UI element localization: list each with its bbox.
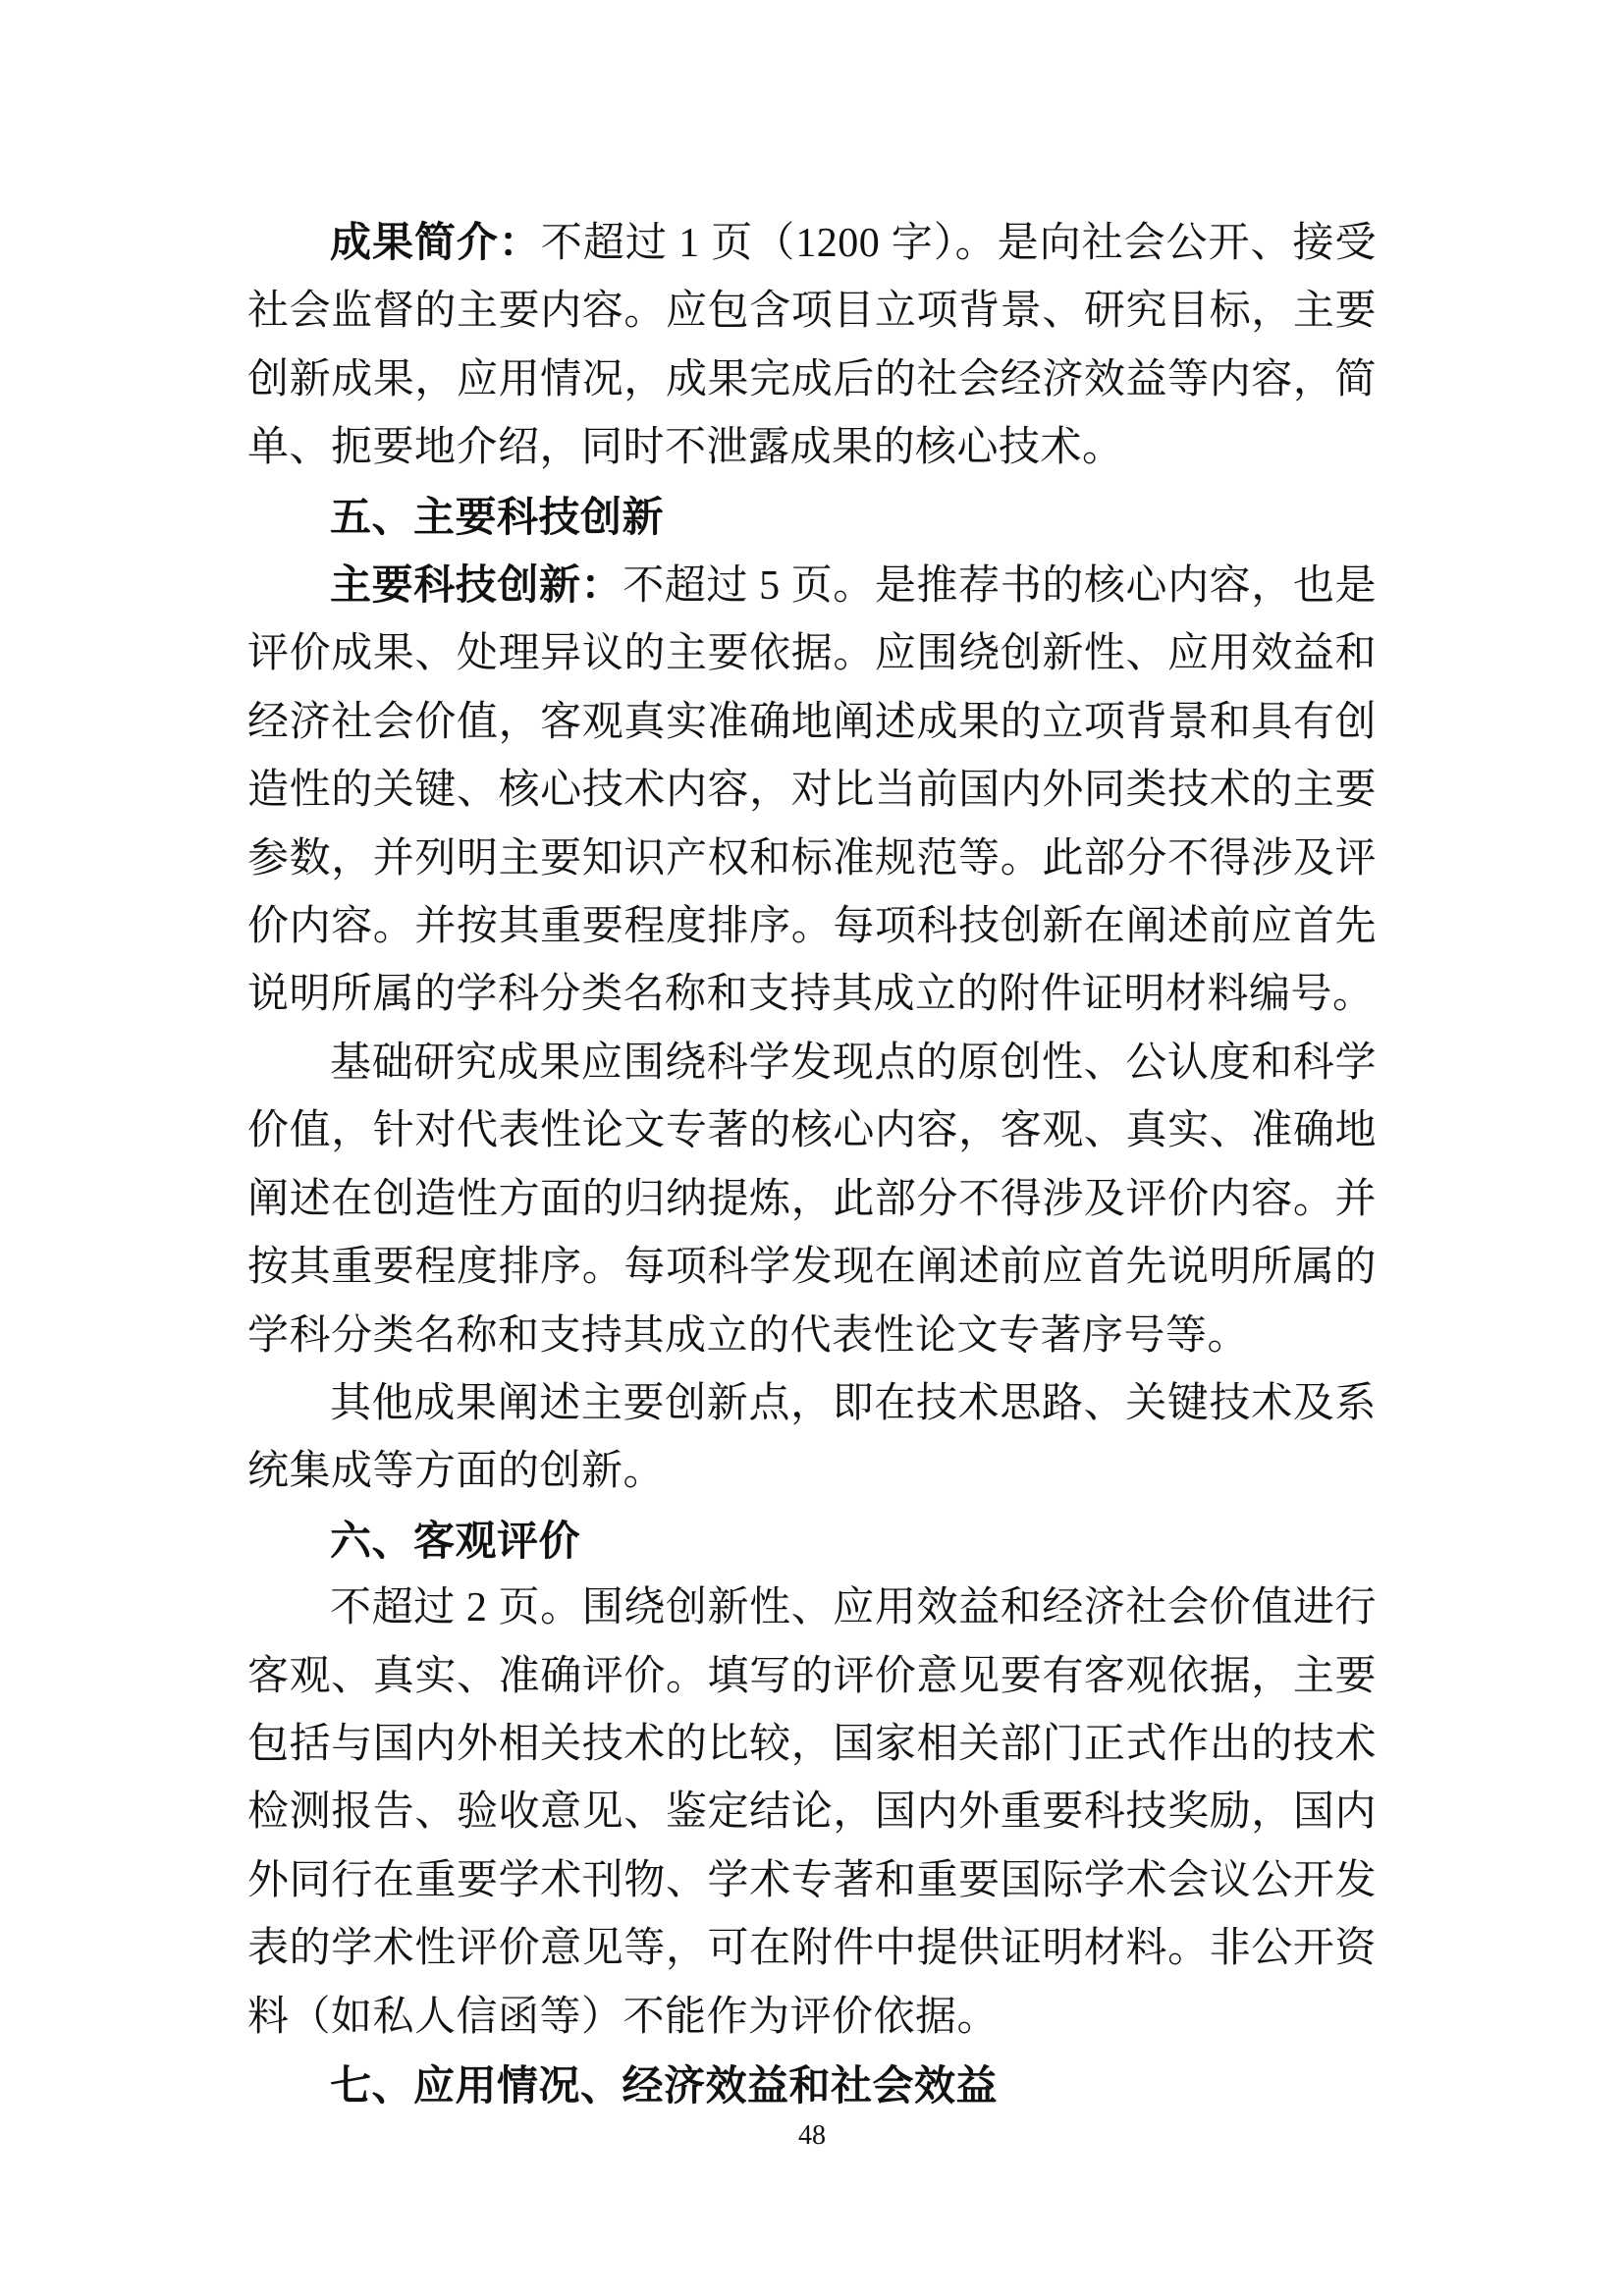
achievement-summary-lead: 成果简介： <box>330 219 541 265</box>
main-innovation-lead: 主要科技创新： <box>330 561 623 609</box>
section-heading-7: 七、应用情况、经济效益和社会效益 <box>330 2061 999 2109</box>
paragraph-achievement-summary <box>247 208 1377 483</box>
section-heading-6: 六、客观评价 <box>330 1517 581 1564</box>
document-body <box>247 208 1377 2119</box>
main-innovation-text: 不超过 5 页。是推荐书的核心内容，也是评价成果、处理异议的主要依据。应围绕创新性、应用效益和经济社会价值，客观真实准确地阐述成果的立项背景和具有创造性的关键、核心技术内容，对比当前国内外同类技术的主要参数，并列明主要知识产权和标准规范等。此部分不得涉及评价内容。并按其重要程度排序。每项科技创新在阐述前应首先说明所属的学科分类名称和支持其成立的附件证明材料编号。 <box>247 563 1377 1018</box>
paragraph-objective-evaluation: 不超过 2 页。围绕创新性、应用效益和经济社会价值进行客观、真实、准确评价。填写的评价意见要有客观依据，主要包括与国内外相关技术的比较，国家相关部门正式作出的技术检测报告、验收意见、鉴定结论，国内外重要科技奖励，国内外同行在重要学术刊物、学术专著和重要国际学术会议公开发表的学术性评价意见等，可在附件中提供证明材料。非公开资料（如私人信函等）不能作为评价依据。 <box>247 1585 1377 2040</box>
page-number: 48 <box>798 2120 826 2151</box>
paragraph-main-innovation <box>247 551 1377 1030</box>
paragraph-basic-research: 基础研究成果应围绕科学发现点的原创性、公认度和科学价值，针对代表性论文专著的核心内容，客观、真实、准确地阐述在创造性方面的归纳提炼，此部分不得涉及评价内容。并按其重要程度排序。每项科学发现在阐述前应首先说明所属的学科分类名称和支持其成立的代表性论文专著序号等。 <box>247 1040 1377 1359</box>
achievement-summary-text: 不超过 1 页（1200 字）。是向社会公开、接受社会监督的主要内容。应包含项目立项背景、研究目标，主要创新成果，应用情况，成果完成后的社会经济效益等内容，简单、扼要地介绍，同时不泄露成果的核心技术。 <box>247 221 1377 471</box>
section-heading-5: 五、主要科技创新 <box>330 493 665 540</box>
paragraph-other-results: 其他成果阐述主要创新点，即在技术思路、关键技术及系统集成等方面的创新。 <box>247 1380 1377 1495</box>
